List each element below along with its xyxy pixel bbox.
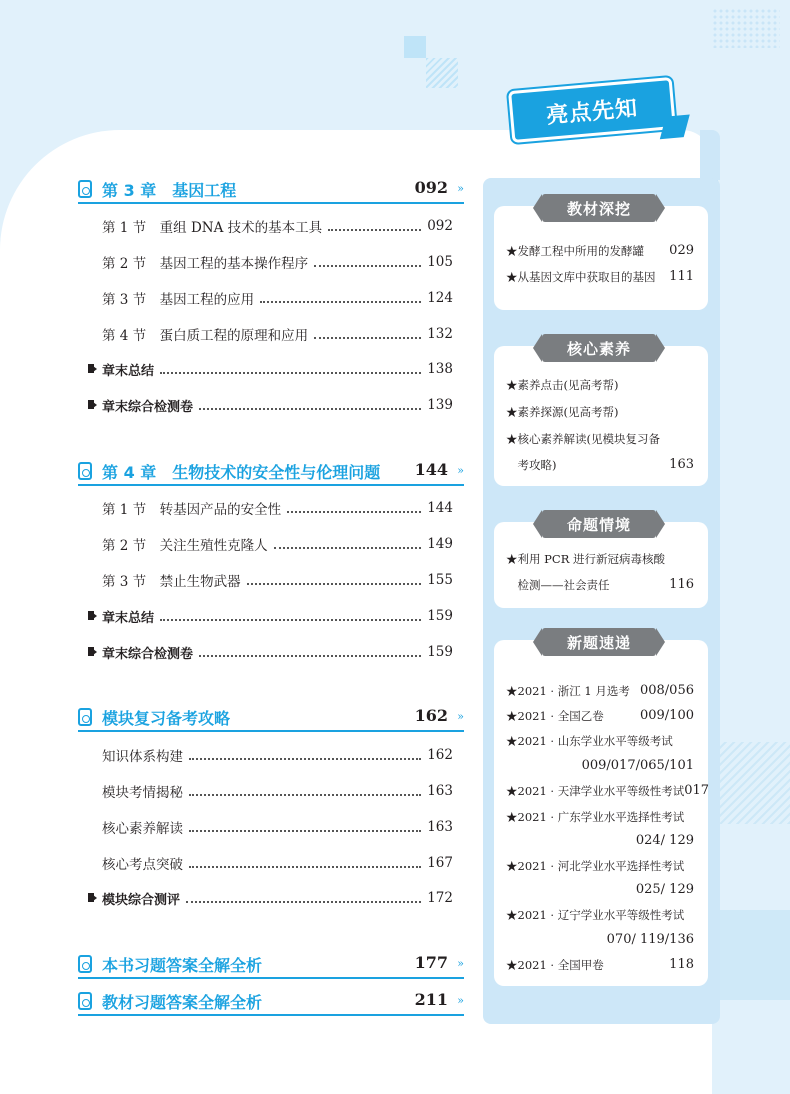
toc-entry-label: 知识体系构建: [102, 749, 183, 765]
toc-entry[interactable]: [102, 216, 453, 236]
chapter-title: 第 3 章 基因工程: [102, 181, 237, 200]
highlight-item-page: 111: [669, 269, 694, 284]
toc-entry-label: 核心考点突破: [102, 857, 183, 873]
square-decoration: [404, 36, 426, 58]
flag-bullet-icon: [88, 364, 96, 373]
highlight-item-text: ★2021 · 河北学业水平选择性考试: [506, 859, 685, 873]
chevron-right-icon: »: [457, 957, 464, 970]
leader-dots: [189, 858, 421, 868]
bulb-icon: [78, 180, 92, 198]
highlight-item[interactable]: [506, 783, 710, 798]
stripes-decoration: [716, 742, 790, 824]
highlight-item[interactable]: [506, 244, 694, 258]
highlight-item-text: ★2021 · 辽宁学业水平等级性考试: [506, 908, 685, 922]
toc-entry-page: 149: [427, 536, 453, 552]
leader-dots: [287, 503, 421, 513]
highlight-item[interactable]: [506, 405, 694, 419]
leader-dots: [328, 221, 421, 231]
highlight-box-textbook: [494, 199, 708, 310]
highlight-item-text: ★2021 · 广东学业水平选择性考试: [506, 810, 685, 824]
highlight-item-page: 009/100: [639, 708, 694, 723]
toc-entry-page: 163: [427, 783, 453, 799]
highlight-item[interactable]: [506, 684, 694, 698]
hatched-square-decoration: [426, 58, 458, 88]
highlight-item[interactable]: [506, 458, 694, 472]
highlight-item-text: ★核心素养解读(见模块复习备: [506, 432, 660, 446]
toc-entry-page: 139: [427, 397, 453, 413]
toc-entry-label: 章末总结: [102, 363, 155, 379]
leader-dots: [199, 400, 421, 410]
leader-dots: [160, 611, 421, 621]
toc-entry-page: 167: [427, 855, 453, 871]
highlight-box-core-literacy: [494, 339, 708, 486]
toc-entry[interactable]: [102, 570, 453, 590]
highlight-item-page: 017: [684, 783, 710, 798]
highlight-item[interactable]: [506, 859, 694, 873]
toc-entry[interactable]: [102, 288, 453, 308]
toc-entry-label: 第 3 节 基因工程的应用: [102, 292, 255, 308]
toc-entry-page: 155: [427, 572, 453, 588]
highlight-item-text: ★2021 · 浙江 1 月选考: [506, 684, 630, 698]
toc-entry[interactable]: [102, 888, 453, 908]
highlight-item-page: 116: [669, 577, 694, 592]
bulb-icon: [78, 992, 92, 1010]
toc-entry-label: 第 1 节 重组 DNA 技术的基本工具: [102, 220, 323, 236]
highlight-item-text: ★2021 · 山东学业水平等级考试: [506, 734, 673, 748]
highlight-item-text: ★素养探源(见高考帮): [506, 405, 619, 419]
chapter-heading[interactable]: [78, 178, 464, 204]
toc-entry-page: 138: [427, 361, 453, 377]
highlight-item-text: ★2021 · 全国乙卷: [506, 709, 604, 723]
box-label: 新题速递: [542, 628, 656, 656]
highlight-item[interactable]: [506, 709, 694, 723]
chevron-right-icon: »: [457, 994, 464, 1007]
highlight-item[interactable]: [506, 759, 694, 773]
toc-entry-label: 模块考情揭秘: [102, 785, 183, 801]
flag-bullet-icon: [88, 647, 96, 656]
bulb-icon: [78, 708, 92, 726]
toc-entry[interactable]: [102, 359, 453, 379]
chevron-right-icon: »: [457, 710, 464, 723]
highlight-item-page: 025/ 129: [635, 882, 694, 897]
flag-bullet-icon: [88, 611, 96, 620]
highlight-box-new-questions: [494, 633, 710, 986]
highlight-box-context: [494, 515, 708, 608]
chapter-title: 第 4 章 生物技术的安全性与伦理问题: [102, 463, 381, 482]
chapter-title: 教材习题答案全解全析: [102, 993, 263, 1012]
toc-entry-label: 章末综合检测卷: [102, 646, 194, 662]
flag-bullet-icon: [88, 893, 96, 902]
highlight-item-text: ★2021 · 全国甲卷: [506, 958, 604, 972]
dot-pattern-decoration: [712, 8, 780, 48]
highlight-item[interactable]: [506, 834, 694, 848]
toc-entry[interactable]: [102, 395, 453, 415]
block-decoration: [720, 910, 790, 1000]
highlight-item-text: 检测——社会责任: [506, 578, 610, 592]
highlight-item-text: ★发酵工程中所用的发酵罐: [506, 244, 644, 258]
chapter-heading[interactable]: [78, 990, 464, 1016]
highlight-item[interactable]: [506, 908, 694, 922]
highlight-item[interactable]: [506, 552, 694, 566]
highlight-item[interactable]: [506, 578, 694, 592]
toc-entry[interactable]: [102, 642, 453, 662]
toc-entry[interactable]: [102, 745, 453, 765]
toc-entry-label: 第 2 节 基因工程的基本操作程序: [102, 256, 309, 272]
chapter-title: 模块复习备考攻略: [102, 709, 231, 728]
highlight-item[interactable]: [506, 810, 694, 824]
toc-entry-label: 章末总结: [102, 610, 155, 626]
highlights-title: 亮点先知: [508, 77, 676, 143]
highlight-item-text: 考攻略): [506, 458, 557, 472]
bulb-icon: [78, 955, 92, 973]
toc-entry-label: 第 2 节 关注生殖性克隆人: [102, 538, 268, 554]
toc-entry[interactable]: [102, 606, 453, 626]
flag-bullet-icon: [88, 400, 96, 409]
leader-dots: [189, 750, 421, 760]
toc-entry[interactable]: [102, 534, 453, 554]
toc-entry[interactable]: [102, 498, 453, 518]
highlight-item-text: ★素养点击(见高考帮): [506, 378, 619, 392]
chapter-page: 092: [414, 178, 448, 197]
toc-entry-page: 159: [427, 644, 453, 660]
toc-entry-page: 163: [427, 819, 453, 835]
leader-dots: [314, 257, 421, 267]
toc-entry[interactable]: [102, 853, 453, 873]
toc-entry[interactable]: [102, 817, 453, 837]
highlight-item-page: 024/ 129: [635, 833, 694, 848]
highlight-item[interactable]: [506, 432, 694, 446]
toc-entry-label: 核心素养解读: [102, 821, 183, 837]
chevron-right-icon: »: [457, 182, 464, 195]
toc-entry-page: 162: [427, 747, 453, 763]
toc-entry[interactable]: [102, 252, 453, 272]
toc-entry-label: 第 4 节 蛋白质工程的原理和应用: [102, 328, 309, 344]
toc-entry-page: 159: [427, 608, 453, 624]
highlight-item-page: 008/056: [639, 683, 694, 698]
chapter-page: 162: [414, 706, 448, 725]
chapter-heading[interactable]: [78, 706, 464, 732]
leader-dots: [314, 329, 421, 339]
chapter-title: 本书习题答案全解全析: [102, 956, 263, 975]
bulb-icon: [78, 462, 92, 480]
leader-dots: [189, 786, 421, 796]
highlight-item-text: ★2021 · 天津学业水平等级性考试: [506, 784, 685, 798]
toc-entry[interactable]: [102, 781, 453, 801]
highlight-item[interactable]: [506, 958, 694, 972]
toc-entry-page: 092: [427, 218, 453, 234]
highlight-item-page: 009/017/065/101: [581, 758, 694, 773]
highlight-item[interactable]: [506, 378, 694, 392]
chapter-heading[interactable]: [78, 953, 464, 979]
chapter-page: 211: [414, 990, 448, 1009]
highlight-item-text: ★利用 PCR 进行新冠病毒核酸: [506, 552, 666, 566]
leader-dots: [189, 822, 421, 832]
toc-entry-page: 132: [427, 326, 453, 342]
highlight-item[interactable]: [506, 883, 694, 897]
leader-dots: [247, 575, 422, 585]
panel-tab: [700, 130, 720, 180]
toc-entry-label: 第 3 节 禁止生物武器: [102, 574, 241, 590]
leader-dots: [260, 293, 421, 303]
toc-entry-page: 144: [427, 500, 453, 516]
chevron-right-icon: »: [457, 464, 464, 477]
box-label: 命题情境: [542, 510, 656, 538]
leader-dots: [160, 364, 421, 374]
highlight-item-page: 163: [669, 457, 694, 472]
toc-entry-page: 105: [427, 254, 453, 270]
highlight-item-page: 029: [669, 243, 694, 258]
highlight-item[interactable]: [506, 933, 694, 947]
toc-entry[interactable]: [102, 324, 453, 344]
leader-dots: [199, 647, 421, 657]
highlight-item-page: 118: [669, 957, 694, 972]
toc-entry-page: 172: [427, 890, 453, 906]
highlight-item[interactable]: [506, 270, 694, 284]
toc-entry-label: 章末综合检测卷: [102, 399, 194, 415]
toc-entry-page: 124: [427, 290, 453, 306]
leader-dots: [274, 539, 422, 549]
highlight-item-page: 070/ 119/136: [606, 932, 694, 947]
highlight-item-text: ★从基因文库中获取目的基因: [506, 270, 656, 284]
box-label: 核心素养: [542, 334, 656, 362]
box-label: 教材深挖: [542, 194, 656, 222]
toc-entry-label: 模块综合测评: [102, 892, 181, 908]
toc-entry-label: 第 1 节 转基因产品的安全性: [102, 502, 282, 518]
chapter-page: 177: [414, 953, 448, 972]
leader-dots: [186, 893, 421, 903]
chapter-page: 144: [414, 460, 448, 479]
chapter-heading[interactable]: [78, 460, 464, 486]
highlight-item[interactable]: [506, 734, 694, 748]
